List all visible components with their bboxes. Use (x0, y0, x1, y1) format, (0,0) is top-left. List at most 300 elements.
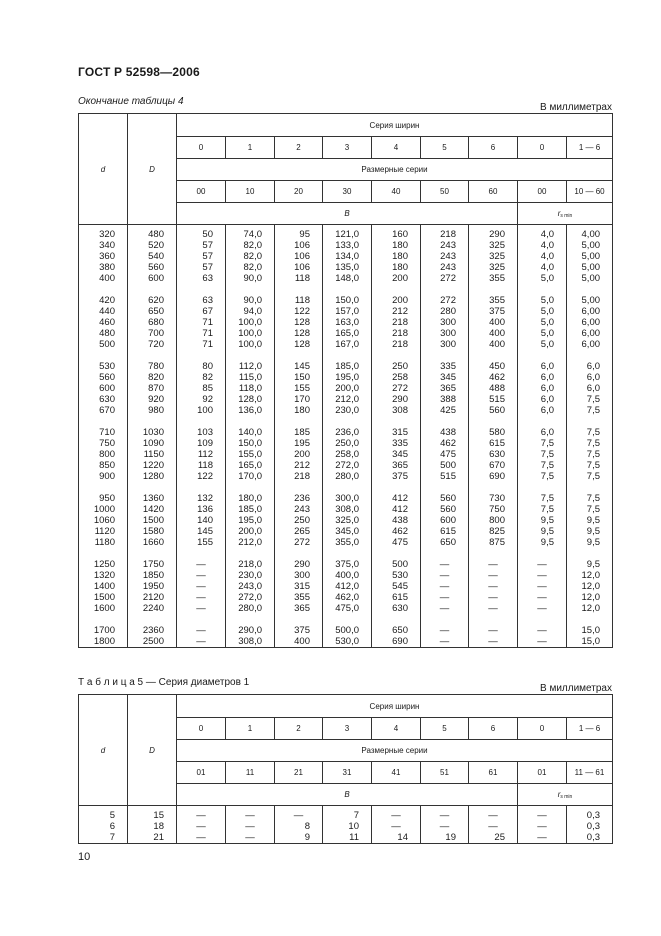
table-cell: — (177, 581, 226, 592)
table-cell: 300 (421, 339, 469, 350)
table-cell: — (226, 806, 275, 822)
table-cell: 462 (421, 438, 469, 449)
dimension-series-cell: 30 (323, 181, 372, 203)
table-row (79, 405, 613, 416)
width-series-cell: 0 (518, 718, 567, 740)
width-series-cell: 0 (177, 137, 226, 159)
table-cell: 136 (177, 504, 226, 515)
table-cell: 650 (128, 306, 177, 317)
table-cell: 118,0 (226, 383, 275, 394)
table-cell: — (421, 592, 469, 603)
table-cell: 85 (177, 383, 226, 394)
width-series-cell: 5 (421, 718, 469, 740)
header-dimension-series: Размерные серии (177, 740, 613, 762)
header-r: r (557, 789, 561, 799)
table-cell: 375 (469, 306, 518, 317)
table-cell: 6,00 (567, 339, 613, 350)
table-cell: 150,0 (323, 284, 372, 306)
table-cell: 540 (128, 251, 177, 262)
table-cell: — (469, 548, 518, 570)
table-cell: 7,5 (567, 438, 613, 449)
table-cell: 325 (469, 262, 518, 273)
table-cell: 2500 (128, 636, 177, 648)
header-width-series: Серия ширин (177, 114, 613, 137)
table-cell: 462 (372, 526, 421, 537)
table-cell: 1180 (79, 537, 128, 548)
table-cell: 335 (372, 438, 421, 449)
table-cell: 230,0 (323, 405, 372, 416)
table-cell: — (469, 821, 518, 832)
table-cell: — (518, 603, 567, 614)
table-cell: — (469, 592, 518, 603)
table-cell: 218 (372, 328, 421, 339)
table-row (79, 592, 613, 603)
table-cell: 100,0 (226, 339, 275, 350)
width-series-cell: 0 (518, 137, 567, 159)
width-series-cell: 1 — 6 (567, 137, 613, 159)
table-row (79, 306, 613, 317)
table-cell: 825 (469, 526, 518, 537)
table-cell: 1000 (79, 504, 128, 515)
table-cell: 630 (372, 603, 421, 614)
table-cell: 375,0 (323, 548, 372, 570)
table-cell: — (469, 806, 518, 822)
table-cell: 112,0 (226, 350, 275, 372)
table-cell: 180 (275, 405, 323, 416)
table-row (79, 438, 613, 449)
table-cell: 12,0 (567, 570, 613, 581)
dimension-series-cell: 60 (469, 181, 518, 203)
table-cell: 140 (177, 515, 226, 526)
header-dimension-series: Размерные серии (177, 159, 613, 181)
table-cell: 6,0 (518, 394, 567, 405)
width-series-cell: 2 (275, 718, 323, 740)
table-cell: — (226, 832, 275, 844)
header-r-subscript: s min (560, 212, 573, 219)
table-cell: 100,0 (226, 328, 275, 339)
table-cell: 280 (421, 306, 469, 317)
dimension-series-cell: 21 (275, 762, 323, 784)
table-cell: 7 (323, 806, 372, 822)
table-cell: 7,5 (567, 460, 613, 471)
table-cell: 5,00 (567, 273, 613, 284)
table-cell: 1360 (128, 482, 177, 504)
table-cell: 122 (177, 471, 226, 482)
table-cell: 300,0 (323, 482, 372, 504)
table-cell: 7,5 (518, 449, 567, 460)
table-cell: 90,0 (226, 273, 275, 284)
document-title: ГОСТ Р 52598—2006 (78, 65, 200, 79)
dimension-series-cell: 20 (275, 181, 323, 203)
table-cell: 7,5 (518, 438, 567, 449)
table-cell: 400 (275, 636, 323, 648)
table-cell: 4,0 (518, 251, 567, 262)
table-row (79, 482, 613, 504)
dimension-series-cell: 50 (421, 181, 469, 203)
header-width-series: Серия ширин (177, 695, 613, 718)
table-cell: 355 (275, 592, 323, 603)
table-cell: 9,5 (567, 515, 613, 526)
table-cell: 6,00 (567, 317, 613, 328)
table-cell: 243 (421, 240, 469, 251)
table-cell: 9 (275, 832, 323, 844)
table-row (79, 603, 613, 614)
table-cell: 438 (372, 515, 421, 526)
header-D: D (128, 114, 177, 225)
table-cell: 630 (469, 449, 518, 460)
table-cell: — (421, 603, 469, 614)
table-cell: — (421, 614, 469, 636)
header-d: d (79, 695, 128, 806)
table-cell: 345 (372, 449, 421, 460)
table-cell: 500 (79, 339, 128, 350)
table-cell: 1220 (128, 460, 177, 471)
table-cell: 1250 (79, 548, 128, 570)
table-cell: 580 (469, 416, 518, 438)
dimension-series-cell: 40 (372, 181, 421, 203)
table-cell: 462 (469, 372, 518, 383)
table-cell: 920 (128, 394, 177, 405)
table-cell: — (421, 570, 469, 581)
table-row (79, 416, 613, 438)
table-cell: 94,0 (226, 306, 275, 317)
table-cell: 480 (128, 225, 177, 241)
table-cell: 360 (79, 251, 128, 262)
table-cell: 7,5 (518, 471, 567, 482)
table-cell: 200 (275, 449, 323, 460)
header-D: D (128, 695, 177, 806)
table-cell: 875 (469, 537, 518, 548)
table-cell: — (469, 614, 518, 636)
table-cell: 243 (421, 251, 469, 262)
table-cell: — (177, 832, 226, 844)
table-cell: 6,00 (567, 328, 613, 339)
table-cell: 615 (421, 526, 469, 537)
table-cell: 365 (275, 603, 323, 614)
table-cell: 185 (275, 416, 323, 438)
table-cell: 218,0 (226, 548, 275, 570)
table-cell: 180 (372, 240, 421, 251)
table-cell: 1700 (79, 614, 128, 636)
table-cell: 290 (275, 548, 323, 570)
dimension-series-cell: 00 (518, 181, 567, 203)
table-cell: 690 (469, 471, 518, 482)
table-cell: 212,0 (323, 394, 372, 405)
table-cell: 720 (128, 339, 177, 350)
table-cell: 7,5 (567, 394, 613, 405)
table-cell: 4,00 (567, 225, 613, 241)
table-cell: 9,5 (567, 537, 613, 548)
table-cell: 132 (177, 482, 226, 504)
table-cell: 57 (177, 240, 226, 251)
table-cell: 1750 (128, 548, 177, 570)
table-cell: — (518, 832, 567, 844)
table-cell: 212 (372, 306, 421, 317)
table-row (79, 394, 613, 405)
table-cell: 272,0 (226, 592, 275, 603)
table-4 (78, 113, 613, 648)
table-cell: 900 (79, 471, 128, 482)
table-cell: 258 (372, 372, 421, 383)
table-cell: — (421, 548, 469, 570)
table-cell: 345,0 (323, 526, 372, 537)
table-cell: 185,0 (323, 350, 372, 372)
width-series-cell: 1 — 6 (567, 718, 613, 740)
table-5 (78, 694, 613, 844)
dimension-series-cell: 00 (177, 181, 226, 203)
table-cell: 950 (79, 482, 128, 504)
table-cell: 560 (128, 262, 177, 273)
table-cell: 109 (177, 438, 226, 449)
table-cell: 1420 (128, 504, 177, 515)
table-cell: — (177, 614, 226, 636)
table-cell: 140,0 (226, 416, 275, 438)
table-cell: 218 (372, 339, 421, 350)
table-cell: 670 (469, 460, 518, 471)
table5-units: В миллиметрах (540, 683, 612, 694)
table-cell: 462,0 (323, 592, 372, 603)
table-cell: 25 (469, 832, 518, 844)
table-cell: 5,0 (518, 339, 567, 350)
table-cell: 475,0 (323, 603, 372, 614)
table-cell: 250 (372, 350, 421, 372)
table-cell: 170,0 (226, 471, 275, 482)
table-cell: 128 (275, 317, 323, 328)
table-cell: 243,0 (226, 581, 275, 592)
table-cell: 180,0 (226, 482, 275, 504)
header-r-s-min (518, 784, 613, 806)
table5-caption: Т а б л и ц а 5 — Серия диаметров 1 (78, 677, 250, 688)
dimension-series-cell: 10 (226, 181, 275, 203)
width-series-cell: 6 (469, 718, 518, 740)
table-row (79, 350, 613, 372)
table-cell: 6,0 (518, 350, 567, 372)
table-cell: 1280 (128, 471, 177, 482)
table-cell: 0,3 (567, 821, 613, 832)
table-cell: 475 (421, 449, 469, 460)
table-cell: 7,5 (518, 482, 567, 504)
table-cell: 5,0 (518, 306, 567, 317)
table-cell: 1060 (79, 515, 128, 526)
table-cell: 133,0 (323, 240, 372, 251)
table-row (79, 240, 613, 251)
table-cell: 280,0 (226, 603, 275, 614)
table-cell: 630 (79, 394, 128, 405)
table-cell: 118 (275, 273, 323, 284)
table-cell: 600 (421, 515, 469, 526)
table-cell: 700 (128, 328, 177, 339)
table-cell: 80 (177, 350, 226, 372)
table-cell: 1400 (79, 581, 128, 592)
table-cell: 515 (421, 471, 469, 482)
table-cell: 11 (323, 832, 372, 844)
table-cell: 7,5 (518, 504, 567, 515)
table-cell: 150 (275, 372, 323, 383)
table-cell: 300 (275, 570, 323, 581)
table-cell: 375 (275, 614, 323, 636)
table-cell: 500 (372, 548, 421, 570)
table-cell: 50 (177, 225, 226, 241)
table-cell: 530 (372, 570, 421, 581)
table-cell: 185,0 (226, 504, 275, 515)
table-cell: 1950 (128, 581, 177, 592)
table-cell: 850 (79, 460, 128, 471)
table-cell: 212,0 (226, 537, 275, 548)
table-cell: 9,5 (518, 515, 567, 526)
table-cell: 450 (469, 350, 518, 372)
table-cell: 500,0 (323, 614, 372, 636)
dimension-series-cell: 10 — 60 (567, 181, 613, 203)
table-cell: 6,0 (567, 383, 613, 394)
table-cell: 5,00 (567, 284, 613, 306)
table-cell: 460 (79, 317, 128, 328)
table-cell: 118 (275, 284, 323, 306)
table-cell: 1500 (128, 515, 177, 526)
table-cell: 530 (79, 350, 128, 372)
table-cell: 480 (79, 328, 128, 339)
table-cell: 145 (275, 350, 323, 372)
table-row (79, 449, 613, 460)
table-cell: 400 (79, 273, 128, 284)
table-cell: — (177, 806, 226, 822)
table-cell: 500 (421, 460, 469, 471)
table-cell: 290 (372, 394, 421, 405)
table-cell: 272 (421, 284, 469, 306)
table-cell: 272 (372, 383, 421, 394)
table-cell: — (421, 636, 469, 648)
table-cell: 106 (275, 240, 323, 251)
table-cell: 180 (372, 262, 421, 273)
table-cell: — (518, 592, 567, 603)
table-cell: 15 (128, 806, 177, 822)
table-cell: 7,5 (567, 416, 613, 438)
table-cell: 18 (128, 821, 177, 832)
table-cell: 1120 (79, 526, 128, 537)
table-cell: 148,0 (323, 273, 372, 284)
table-cell: 1600 (79, 603, 128, 614)
width-series-cell: 6 (469, 137, 518, 159)
table-cell: 9,5 (518, 537, 567, 548)
table-cell: 170 (275, 394, 323, 405)
table-cell: 290,0 (226, 614, 275, 636)
table-cell: 272 (421, 273, 469, 284)
table-cell: — (518, 581, 567, 592)
table-cell: 412,0 (323, 581, 372, 592)
dimension-series-cell: 41 (372, 762, 421, 784)
dimension-series-cell: 61 (469, 762, 518, 784)
table-cell: 71 (177, 317, 226, 328)
dimension-series-cell: 51 (421, 762, 469, 784)
table-cell: 400 (469, 328, 518, 339)
table-cell: 780 (128, 350, 177, 372)
table-cell: 308,0 (226, 636, 275, 648)
table-cell: 400 (469, 317, 518, 328)
table-cell: 128 (275, 339, 323, 350)
table-cell: 515 (469, 394, 518, 405)
table-cell: 82,0 (226, 251, 275, 262)
table-cell: 5,00 (567, 251, 613, 262)
table-cell: 5 (79, 806, 128, 822)
table-cell: 400 (469, 339, 518, 350)
table-cell: 167,0 (323, 339, 372, 350)
table-cell: 560 (469, 405, 518, 416)
table-cell: 163,0 (323, 317, 372, 328)
table-cell: 820 (128, 372, 177, 383)
table-cell: 1800 (79, 636, 128, 648)
table-row (79, 372, 613, 383)
table-cell: 325 (469, 240, 518, 251)
width-series-cell: 0 (177, 718, 226, 740)
table-cell: 7,5 (567, 471, 613, 482)
table-cell: 243 (421, 262, 469, 273)
table-cell: 165,0 (323, 328, 372, 339)
table-cell: — (469, 636, 518, 648)
table-cell: 82,0 (226, 240, 275, 251)
dimension-series-cell: 01 (518, 762, 567, 784)
table-cell: — (177, 592, 226, 603)
table-cell: 272,0 (323, 460, 372, 471)
table-cell: 1320 (79, 570, 128, 581)
table-row (79, 262, 613, 273)
table-cell: 355 (469, 273, 518, 284)
table-cell: 335 (421, 350, 469, 372)
table-cell: 7,5 (567, 405, 613, 416)
table-cell: 750 (79, 438, 128, 449)
table-cell: 82,0 (226, 262, 275, 273)
table-cell: — (518, 636, 567, 648)
table-cell: 1500 (79, 592, 128, 603)
table-row (79, 614, 613, 636)
table-cell: 15,0 (567, 636, 613, 648)
table-cell: 0,3 (567, 832, 613, 844)
table-cell: — (518, 614, 567, 636)
table-cell: 300 (421, 317, 469, 328)
table-cell: 7,5 (567, 449, 613, 460)
table-cell: 600 (79, 383, 128, 394)
table-cell: 545 (372, 581, 421, 592)
width-series-cell: 1 (226, 137, 275, 159)
table-row (79, 317, 613, 328)
table-cell: 380 (79, 262, 128, 273)
table-cell: — (177, 570, 226, 581)
table-cell: 6,0 (518, 383, 567, 394)
table-cell: 730 (469, 482, 518, 504)
table-row (79, 821, 613, 832)
table-cell: 560 (421, 504, 469, 515)
table-cell: 7 (79, 832, 128, 844)
table-row (79, 504, 613, 515)
table-cell: — (372, 806, 421, 822)
table-cell: 82 (177, 372, 226, 383)
table-cell: 5,0 (518, 284, 567, 306)
table-cell: 340 (79, 240, 128, 251)
table-cell: 6,00 (567, 306, 613, 317)
table-cell: 212 (275, 460, 323, 471)
table-cell: 106 (275, 262, 323, 273)
table-cell: 12,0 (567, 592, 613, 603)
table-cell: 488 (469, 383, 518, 394)
table-cell: 128,0 (226, 394, 275, 405)
dimension-series-cell: 11 (226, 762, 275, 784)
table-row (79, 636, 613, 648)
header-d: d (79, 114, 128, 225)
table-cell: 420 (79, 284, 128, 306)
table-cell: 115,0 (226, 372, 275, 383)
table-cell: 9,5 (567, 548, 613, 570)
table-cell: 345 (421, 372, 469, 383)
table-cell: 355 (469, 284, 518, 306)
table-row (79, 251, 613, 262)
